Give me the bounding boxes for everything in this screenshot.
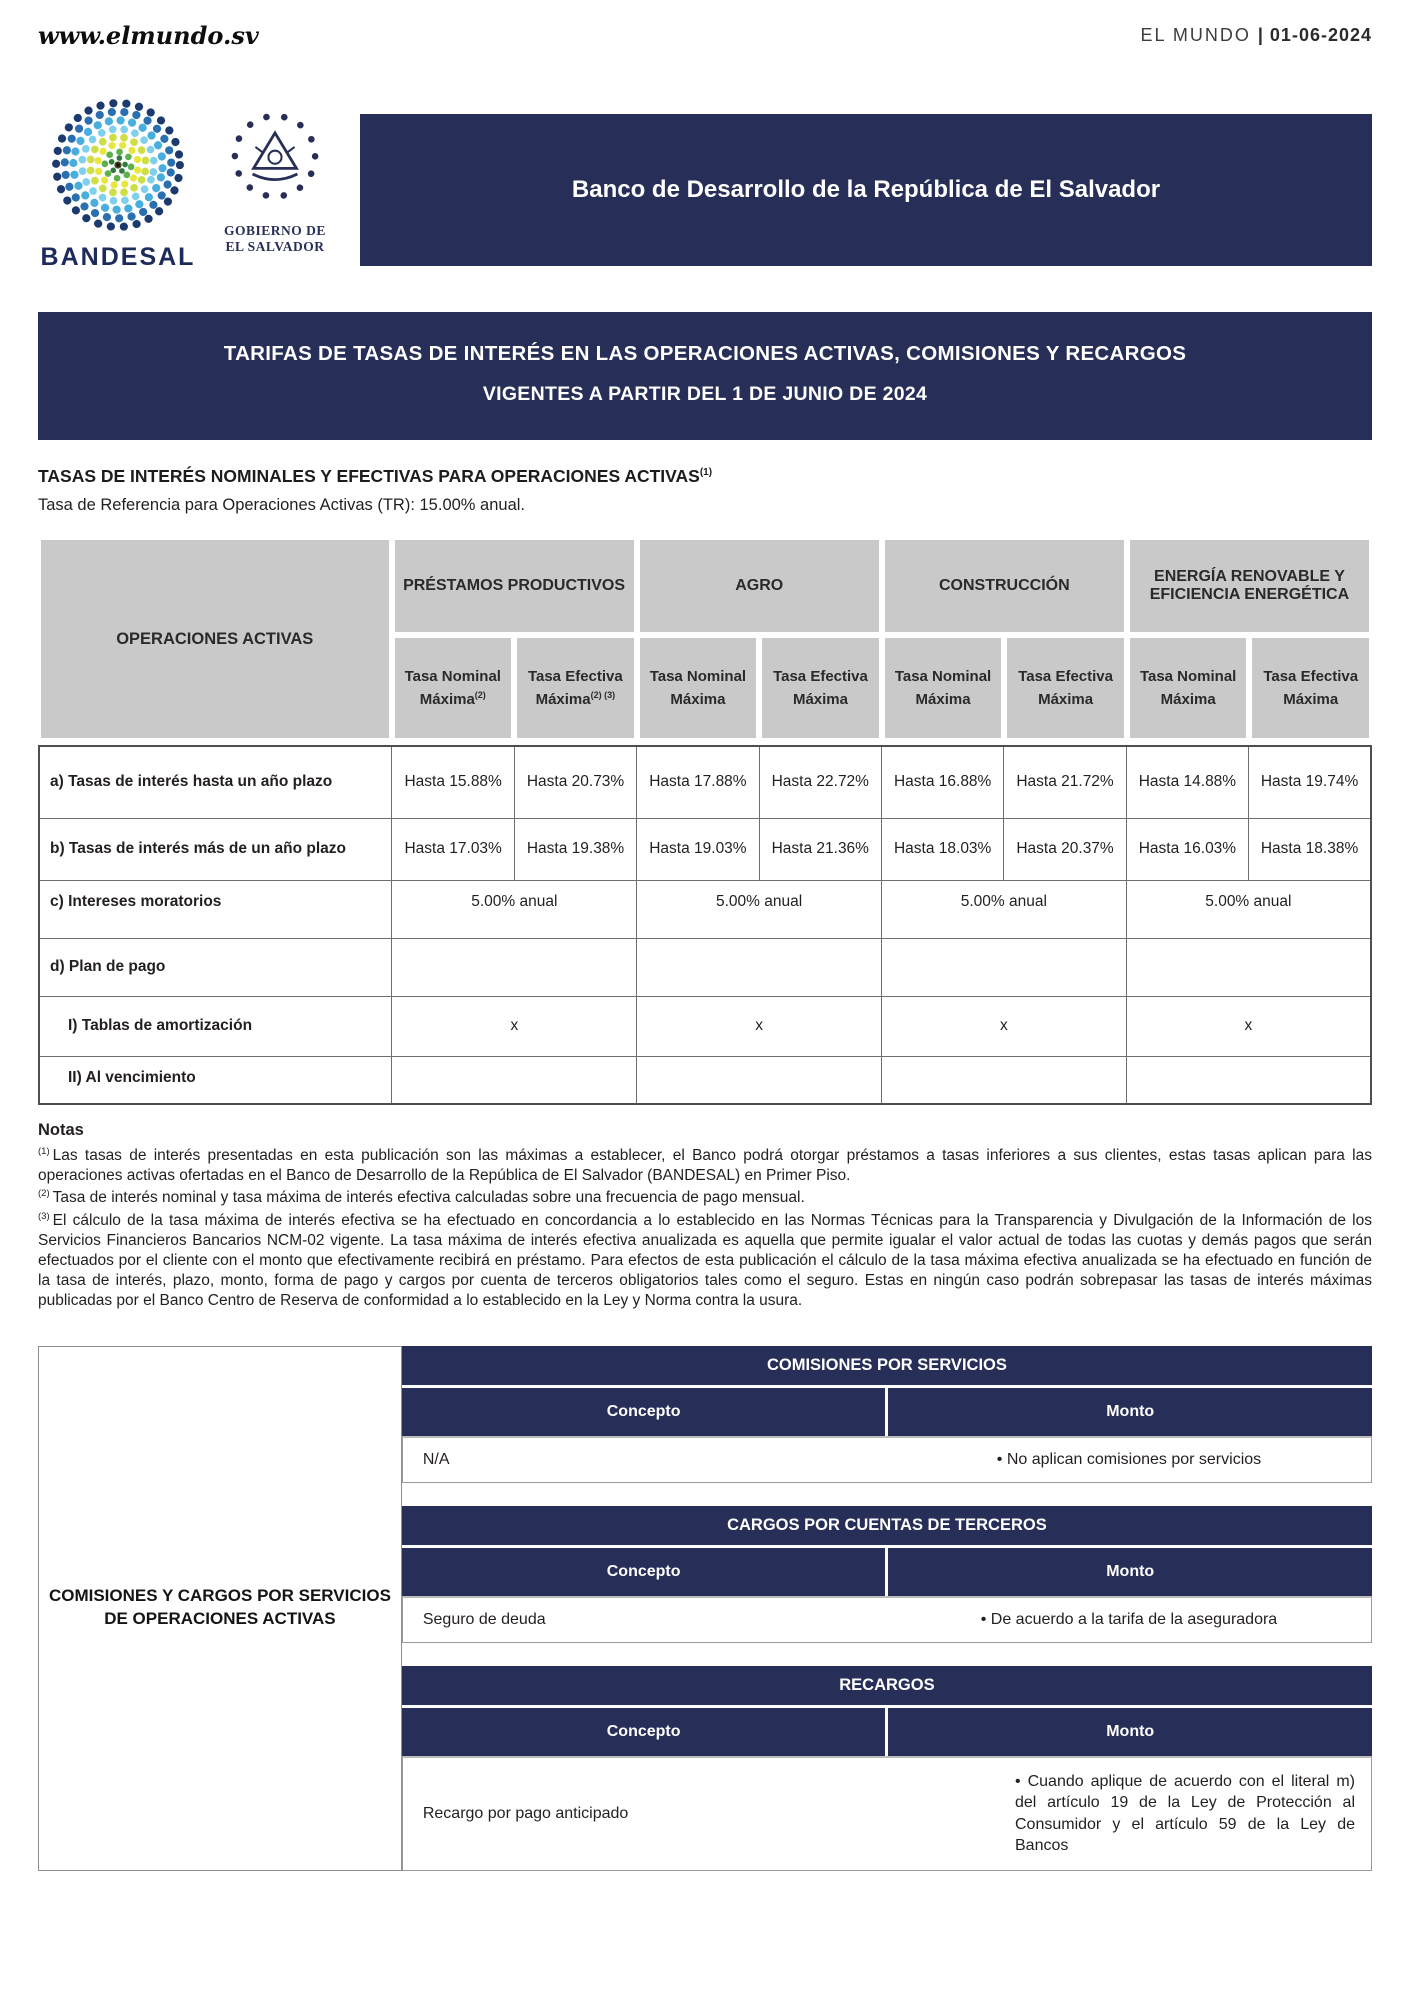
charges-subtables [401, 1346, 1372, 1871]
recargos-table [402, 1666, 1372, 1871]
mark-cell: x [392, 996, 637, 1056]
group-header-energia-renovable: ENERGÍA RENOVABLE Y EFICIENCIA ENERGÉTICA [1130, 540, 1369, 632]
bank-name: Banco de Desarrollo de la República de El Salvador [571, 176, 1161, 203]
title-line-1: TARIFAS DE TASAS DE INTERÉS EN LAS OPERACIONES ACTIVAS, COMISIONES Y RECARGOS [223, 342, 1187, 365]
subtable-data-row [402, 1436, 1372, 1483]
subheader-efectiva-prestamos [517, 638, 634, 738]
subheader-nominal-construccion: Tasa Nominal Máxima [885, 638, 1002, 738]
group-header-prestamos-productivos: PRÉSTAMOS PRODUCTIVOS [395, 540, 634, 632]
subheader-nominal-prestamos [395, 638, 512, 738]
subheader-nominal-energia: Tasa Nominal Máxima [1130, 638, 1247, 738]
notas-section [38, 1121, 1372, 1312]
gobierno-line1: GOBIERNO DE [224, 223, 326, 238]
monto-value: • De acuerdo a la tarifa de la aseguradora [980, 1610, 1278, 1628]
mark-cell: x [1126, 996, 1371, 1056]
rate-cell: Hasta 21.36% [759, 818, 881, 880]
rate-cell: Hasta 16.03% [1126, 818, 1248, 880]
concepto-header: Concepto [402, 1388, 886, 1436]
row-label: b) Tasas de interés más de un año plazo [39, 818, 392, 880]
subheader-efectiva-agro: Tasa Efectiva Máxima [762, 638, 879, 738]
group-header-agro: AGRO [640, 540, 879, 632]
rate-cell: 5.00% anual [1126, 880, 1371, 938]
nota-item [38, 1188, 1372, 1208]
reference-rate-line: Tasa de Referencia para Operaciones Activas (TR): 15.00% anual. [38, 496, 526, 514]
row-label: II) Al vencimiento [39, 1056, 392, 1104]
nota-text: Las tasas de interés presentadas en esta publicación son las máximas a establecer, el Banco podrá otorgar préstamos a tasas inferiores a sus clientes, estas tasas aplican para las operaciones activas ofertadas en el Banco de Desarrollo de la República de El Salvador (BANDESAL) en Primer Piso. [38, 1147, 1372, 1185]
concepto-value: Recargo por pago anticipado [422, 1804, 629, 1822]
heading-footnote-ref: (1) [699, 467, 713, 479]
monto-header: Monto [888, 1548, 1372, 1596]
bandesal-wordmark: BANDESAL [40, 243, 196, 271]
rate-cell: Hasta 17.03% [392, 818, 514, 880]
rate-cell: 5.00% anual [637, 880, 882, 938]
empty-cell [637, 1056, 882, 1104]
charges-side-cell [38, 1346, 401, 1871]
nota-text: El cálculo de la tasa máxima de interés efectiva se ha efectuado en concordancia a lo establecido en las Normas Técnicas para la Transparencia y Divulgación de la Información de los Servicios Financieros Bancarios NCM-02 vigente. La tasa máxima de interés efectiva anualizada es aquella que permite igualar el valor actual de todas las cuotas y demás pagos que serán efectuados por el cliente con el monto que efectivamente recibirá en préstamo. Para efectos de esta publicación el cálculo de la tasa máxima efectiva anualizada se ha efectuado en función de la tasa de interés, plazo, monto, forma de pago y cargos por cuenta de terceros obligatorios tales como el seguro. Estas en ningún caso podrán sobrepasar las tasas de interés máximas publicadas por el Banco Centro de Reserva de conformidad a lo establecido en la Ley y Norma contra la usura. [38, 1211, 1372, 1310]
group-header-construccion: CONSTRUCCIÓN [885, 540, 1124, 632]
subheader-nominal-agro: Tasa Nominal Máxima [640, 638, 757, 738]
footnote-number: (2) [38, 1188, 50, 1200]
empty-cell [881, 1056, 1126, 1104]
monto-header: Monto [888, 1388, 1372, 1436]
table-row [39, 996, 1371, 1056]
subtable-data-row [402, 1756, 1372, 1871]
table-row [39, 880, 1371, 938]
subtable-header-row [402, 1708, 1372, 1756]
masthead [38, 12, 1372, 58]
footnote-number: (1) [38, 1146, 50, 1157]
empty-cell [881, 938, 1126, 996]
rate-cell: Hasta 15.88% [392, 746, 514, 818]
monto-value: • No aplican comisiones por servicios [996, 1450, 1262, 1468]
subtable-data-row [402, 1596, 1372, 1643]
empty-cell [392, 938, 637, 996]
nota-text: Tasa de interés nominal y tasa máxima de interés efectiva calculadas sobre una frecuencia de pago mensual. [52, 1189, 805, 1207]
rate-cell: Hasta 20.37% [1004, 818, 1126, 880]
rate-cell: 5.00% anual [392, 880, 637, 938]
row-label: a) Tasas de interés hasta un año plazo [39, 746, 392, 818]
rate-cell: Hasta 18.03% [881, 818, 1003, 880]
footnote-number: (3) [38, 1210, 50, 1222]
table-row [39, 1056, 1371, 1104]
monto-value [887, 1758, 1371, 1870]
gobierno-line2: EL SALVADOR [225, 238, 325, 254]
footnote-ref: (2) (3) [590, 690, 616, 700]
empty-cell [1126, 938, 1371, 996]
rate-table-body [38, 745, 1372, 1105]
elmundo-site-logo: www.elmundo.sv [38, 20, 259, 50]
subtable-title: CARGOS POR CUENTAS DE TERCEROS [402, 1506, 1372, 1545]
subheader-text: Tasa Nominal Máxima [404, 667, 501, 708]
charges-side-label: COMISIONES Y CARGOS POR SERVICIOS DE OPERACIONES ACTIVAS [48, 1586, 391, 1629]
rate-cell: Hasta 14.88% [1126, 746, 1248, 818]
comisiones-por-servicios-table [402, 1346, 1372, 1483]
edition-date: 01-06-2024 [1269, 24, 1372, 45]
row-label: c) Intereses moratorios [39, 880, 392, 938]
edition-info [1141, 25, 1372, 46]
concepto-header: Concepto [402, 1548, 886, 1596]
mark-cell: x [881, 996, 1126, 1056]
rate-cell: Hasta 19.38% [514, 818, 636, 880]
empty-cell [637, 938, 882, 996]
rate-cell: Hasta 22.72% [759, 746, 881, 818]
rate-cell: Hasta 17.88% [637, 746, 759, 818]
monto-header: Monto [888, 1708, 1372, 1756]
subheader-efectiva-energia: Tasa Efectiva Máxima [1252, 638, 1369, 738]
subheader-efectiva-construccion: Tasa Efectiva Máxima [1007, 638, 1124, 738]
rate-cell: Hasta 19.74% [1249, 746, 1371, 818]
table-row [39, 818, 1371, 880]
rate-cell: Hasta 16.88% [881, 746, 1003, 818]
row-label: d) Plan de pago [39, 938, 392, 996]
monto-text: • Cuando aplique de acuerdo con el literal m) del artículo 19 de la Ley de Protección al Consumidor y el artículo 59 de la Ley de Bancos [1015, 1772, 1355, 1855]
bank-name-banner [360, 114, 1372, 266]
title-line-2: VIGENTES A PARTIR DEL 1 DE JUNIO DE 2024 [482, 383, 928, 405]
nota-item [38, 1146, 1372, 1186]
col-header-operaciones-activas: OPERACIONES ACTIVAS [41, 540, 389, 738]
empty-cell [1126, 1056, 1371, 1104]
rate-cell: Hasta 21.72% [1004, 746, 1126, 818]
gobierno-logo [214, 96, 336, 255]
bandesal-logo [38, 96, 198, 272]
nota-item [38, 1211, 1372, 1312]
subheader-text: Tasa Efectiva Máxima [527, 667, 623, 708]
paper-name: EL MUNDO [1140, 24, 1251, 45]
rate-cell: 5.00% anual [881, 880, 1126, 938]
section-head [38, 466, 1372, 515]
table-row [39, 746, 1371, 818]
concepto-value: N/A [422, 1450, 450, 1468]
concepto-header: Concepto [402, 1708, 886, 1756]
gobierno-emblem-icon [219, 104, 331, 216]
heading-text: TASAS DE INTERÉS NOMINALES Y EFECTIVAS PARA OPERACIONES ACTIVAS [38, 466, 700, 486]
subtable-title: COMISIONES POR SERVICIOS [402, 1346, 1372, 1385]
rate-cell: Hasta 20.73% [514, 746, 636, 818]
subtable-header-row [402, 1388, 1372, 1436]
notas-title: Notas [38, 1121, 84, 1139]
cargos-por-cuentas-de-terceros-table [402, 1506, 1372, 1643]
gobierno-wordmark [214, 223, 336, 255]
rates-section-heading [38, 466, 1372, 487]
logos [38, 96, 356, 272]
separator: | [1257, 24, 1263, 45]
table-row [39, 938, 1371, 996]
rate-table-header [38, 537, 1372, 741]
bandesal-spiral-icon [49, 96, 187, 234]
row-label: I) Tablas de amortización [39, 996, 392, 1056]
mark-cell: x [637, 996, 882, 1056]
brand-row [38, 96, 1372, 272]
footnote-ref: (2) [474, 690, 486, 700]
concepto-value: Seguro de deuda [422, 1610, 546, 1628]
rate-cell: Hasta 18.38% [1249, 818, 1371, 880]
charges-block [38, 1346, 1372, 1871]
title-banner [38, 312, 1372, 440]
rate-cell: Hasta 19.03% [637, 818, 759, 880]
subtable-header-row [402, 1548, 1372, 1596]
subtable-title: RECARGOS [402, 1666, 1372, 1705]
empty-cell [392, 1056, 637, 1104]
